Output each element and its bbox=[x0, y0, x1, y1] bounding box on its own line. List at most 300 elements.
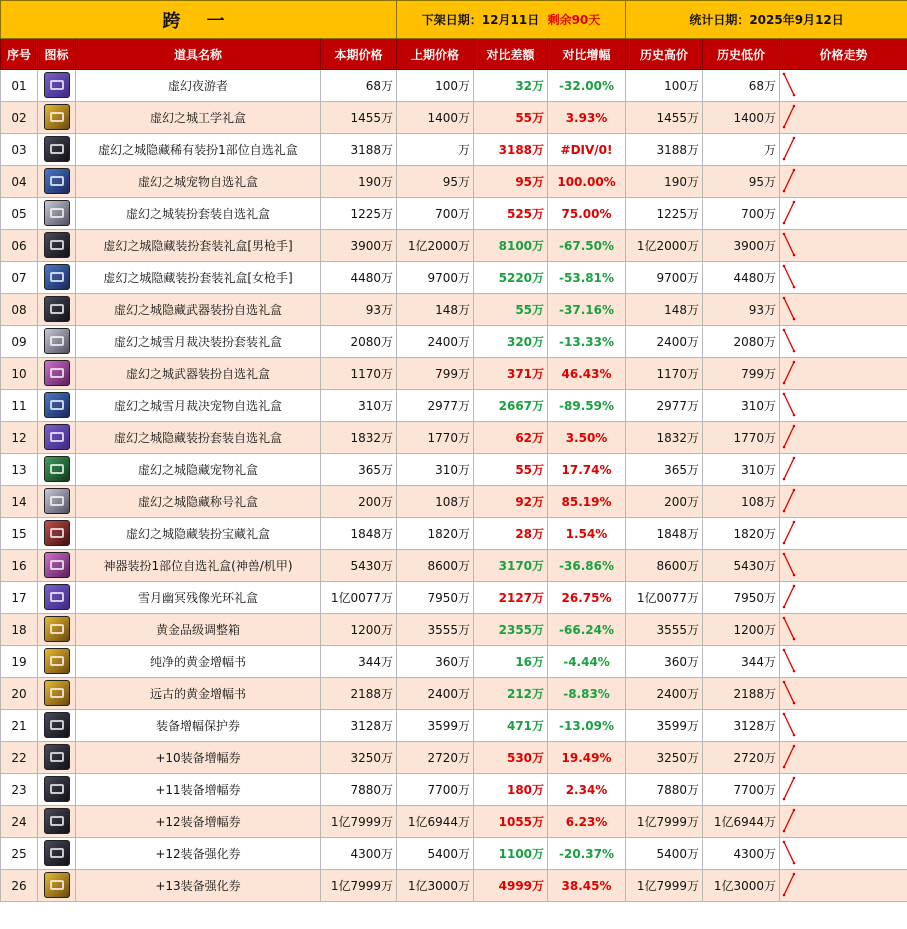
trend-point bbox=[793, 809, 796, 812]
trend-up-line bbox=[784, 202, 794, 223]
row-icon-cell bbox=[38, 550, 76, 582]
delist-label: 下架日期： bbox=[421, 13, 482, 27]
row-current-price: 3128万 bbox=[321, 710, 397, 742]
row-history-low: 93万 bbox=[703, 294, 780, 326]
trend-point bbox=[793, 318, 796, 321]
row-icon-cell bbox=[38, 70, 76, 102]
table-row bbox=[1, 646, 907, 678]
row-history-high: 3555万 bbox=[626, 614, 703, 646]
row-history-high: 1455万 bbox=[626, 102, 703, 134]
row-diff: 16万 bbox=[474, 646, 548, 678]
row-seq: 07 bbox=[1, 262, 38, 294]
row-trend-cell bbox=[780, 326, 907, 358]
row-name: 虚幻之城雪月裁决宠物自选礼盒 bbox=[76, 390, 321, 422]
trend-point bbox=[783, 297, 786, 300]
table-row bbox=[1, 774, 907, 806]
row-history-high: 5400万 bbox=[626, 838, 703, 870]
trend-point bbox=[793, 585, 796, 588]
row-seq: 14 bbox=[1, 486, 38, 518]
table-row bbox=[1, 454, 907, 486]
trend-up-line bbox=[784, 106, 794, 127]
row-name: +12装备增幅券 bbox=[76, 806, 321, 838]
row-previous-price: 310万 bbox=[397, 454, 474, 486]
gold-box-icon bbox=[44, 616, 70, 642]
trend-down-line bbox=[784, 298, 794, 319]
table-row bbox=[1, 390, 907, 422]
row-name: +13装备强化券 bbox=[76, 870, 321, 902]
row-pct: 75.00% bbox=[548, 198, 626, 230]
row-history-high: 2977万 bbox=[626, 390, 703, 422]
row-previous-price: 9700万 bbox=[397, 262, 474, 294]
row-previous-price: 2400万 bbox=[397, 678, 474, 710]
row-current-price: 68万 bbox=[321, 70, 397, 102]
row-trend-cell bbox=[780, 774, 907, 806]
row-history-low: 700万 bbox=[703, 198, 780, 230]
row-history-low: 3900万 bbox=[703, 230, 780, 262]
row-trend-cell bbox=[780, 390, 907, 422]
row-previous-price: 3599万 bbox=[397, 710, 474, 742]
row-previous-price: 1亿6944万 bbox=[397, 806, 474, 838]
table-row bbox=[1, 614, 907, 646]
row-history-low: 1200万 bbox=[703, 614, 780, 646]
row-name: 虚幻之城宠物自选礼盒 bbox=[76, 166, 321, 198]
trend-sparkline bbox=[780, 70, 900, 98]
row-name: 虚幻之城武器装扮自选礼盒 bbox=[76, 358, 321, 390]
row-pct: -53.81% bbox=[548, 262, 626, 294]
row-history-low: 4300万 bbox=[703, 838, 780, 870]
row-name: 虚幻之城隐藏宠物礼盒 bbox=[76, 454, 321, 486]
row-history-low: 799万 bbox=[703, 358, 780, 390]
title-row bbox=[1, 1, 907, 39]
table-row bbox=[1, 102, 907, 134]
trend-point bbox=[783, 649, 786, 652]
row-history-high: 3250万 bbox=[626, 742, 703, 774]
trend-point bbox=[783, 158, 786, 161]
row-trend-cell bbox=[780, 838, 907, 870]
row-previous-price: 95万 bbox=[397, 166, 474, 198]
table-row bbox=[1, 358, 907, 390]
trend-up-line bbox=[784, 138, 794, 159]
row-history-high: 3188万 bbox=[626, 134, 703, 166]
row-current-price: 3188万 bbox=[321, 134, 397, 166]
row-diff: 530万 bbox=[474, 742, 548, 774]
silver-box-icon bbox=[44, 200, 70, 226]
row-current-price: 93万 bbox=[321, 294, 397, 326]
row-current-price: 3900万 bbox=[321, 230, 397, 262]
dark-box-icon bbox=[44, 840, 70, 866]
row-trend-cell bbox=[780, 134, 907, 166]
trend-down-line bbox=[784, 234, 794, 255]
trend-point bbox=[793, 873, 796, 876]
trend-point bbox=[793, 286, 796, 289]
row-seq: 09 bbox=[1, 326, 38, 358]
row-seq: 05 bbox=[1, 198, 38, 230]
table-row bbox=[1, 518, 907, 550]
table-row bbox=[1, 294, 907, 326]
trend-point bbox=[783, 606, 786, 609]
row-icon-cell bbox=[38, 198, 76, 230]
row-current-price: 5430万 bbox=[321, 550, 397, 582]
row-history-low: 2080万 bbox=[703, 326, 780, 358]
row-seq: 16 bbox=[1, 550, 38, 582]
trend-down-line bbox=[784, 394, 794, 415]
table-row bbox=[1, 198, 907, 230]
row-history-low: 5430万 bbox=[703, 550, 780, 582]
row-icon-cell bbox=[38, 774, 76, 806]
row-diff: 62万 bbox=[474, 422, 548, 454]
trend-sparkline bbox=[780, 646, 900, 674]
row-icon-cell bbox=[38, 294, 76, 326]
row-history-high: 8600万 bbox=[626, 550, 703, 582]
row-current-price: 1170万 bbox=[321, 358, 397, 390]
row-current-price: 310万 bbox=[321, 390, 397, 422]
row-diff: 55万 bbox=[474, 454, 548, 486]
trend-down-line bbox=[784, 842, 794, 863]
row-icon-cell bbox=[38, 742, 76, 774]
row-history-low: 1亿6944万 bbox=[703, 806, 780, 838]
trend-sparkline bbox=[780, 294, 900, 322]
col-current-price: 本期价格 bbox=[321, 39, 397, 70]
row-history-high: 1848万 bbox=[626, 518, 703, 550]
row-previous-price: 1亿2000万 bbox=[397, 230, 474, 262]
row-previous-price: 万 bbox=[397, 134, 474, 166]
trend-point bbox=[783, 329, 786, 332]
trend-point bbox=[793, 254, 796, 257]
trend-point bbox=[793, 777, 796, 780]
trend-point bbox=[783, 542, 786, 545]
trend-point bbox=[783, 510, 786, 513]
row-history-low: 108万 bbox=[703, 486, 780, 518]
trend-sparkline bbox=[780, 102, 900, 130]
pink-box-icon bbox=[44, 360, 70, 386]
col-trend: 价格走势 bbox=[780, 39, 907, 70]
row-seq: 24 bbox=[1, 806, 38, 838]
trend-point bbox=[793, 745, 796, 748]
trend-point bbox=[793, 457, 796, 460]
row-pct: -32.00% bbox=[548, 70, 626, 102]
row-pct: -89.59% bbox=[548, 390, 626, 422]
row-previous-price: 108万 bbox=[397, 486, 474, 518]
trend-down-line bbox=[784, 682, 794, 703]
trend-point bbox=[783, 190, 786, 193]
row-current-price: 200万 bbox=[321, 486, 397, 518]
col-name: 道具名称 bbox=[76, 39, 321, 70]
sheet-title: 跨 一 bbox=[1, 1, 397, 39]
pink-box-icon bbox=[44, 552, 70, 578]
trend-point bbox=[783, 830, 786, 833]
row-trend-cell bbox=[780, 710, 907, 742]
row-trend-cell bbox=[780, 806, 907, 838]
table-row bbox=[1, 550, 907, 582]
row-seq: 25 bbox=[1, 838, 38, 870]
trend-sparkline bbox=[780, 710, 900, 738]
row-name: 装备增幅保护券 bbox=[76, 710, 321, 742]
row-previous-price: 360万 bbox=[397, 646, 474, 678]
row-seq: 01 bbox=[1, 70, 38, 102]
table-row bbox=[1, 262, 907, 294]
row-current-price: 1200万 bbox=[321, 614, 397, 646]
trend-down-line bbox=[784, 554, 794, 575]
row-name: 虚幻之城隐藏武器装扮自选礼盒 bbox=[76, 294, 321, 326]
trend-point bbox=[783, 553, 786, 556]
trend-point bbox=[793, 105, 796, 108]
row-trend-cell bbox=[780, 166, 907, 198]
trend-point bbox=[793, 702, 796, 705]
trend-point bbox=[783, 713, 786, 716]
trend-sparkline bbox=[780, 486, 900, 514]
row-seq: 12 bbox=[1, 422, 38, 454]
row-seq: 17 bbox=[1, 582, 38, 614]
row-seq: 20 bbox=[1, 678, 38, 710]
trend-point bbox=[783, 393, 786, 396]
trend-point bbox=[783, 681, 786, 684]
row-previous-price: 700万 bbox=[397, 198, 474, 230]
trend-point bbox=[783, 617, 786, 620]
row-name: 虚幻之城隐藏稀有装扮1部位自选礼盒 bbox=[76, 134, 321, 166]
row-previous-price: 148万 bbox=[397, 294, 474, 326]
trend-up-line bbox=[784, 490, 794, 511]
row-history-high: 9700万 bbox=[626, 262, 703, 294]
row-trend-cell bbox=[780, 646, 907, 678]
row-current-price: 1亿0077万 bbox=[321, 582, 397, 614]
row-current-price: 2080万 bbox=[321, 326, 397, 358]
row-current-price: 4300万 bbox=[321, 838, 397, 870]
row-icon-cell bbox=[38, 134, 76, 166]
row-diff: 471万 bbox=[474, 710, 548, 742]
row-history-high: 1亿2000万 bbox=[626, 230, 703, 262]
trend-up-line bbox=[784, 522, 794, 543]
row-diff: 2127万 bbox=[474, 582, 548, 614]
col-pct: 对比增幅 bbox=[548, 39, 626, 70]
trend-down-line bbox=[784, 266, 794, 287]
row-current-price: 1亿7999万 bbox=[321, 870, 397, 902]
row-name: +12装备强化券 bbox=[76, 838, 321, 870]
row-icon-cell bbox=[38, 678, 76, 710]
row-name: +10装备增幅券 bbox=[76, 742, 321, 774]
row-pct: -36.86% bbox=[548, 550, 626, 582]
row-diff: 2667万 bbox=[474, 390, 548, 422]
row-pct: -20.37% bbox=[548, 838, 626, 870]
row-trend-cell bbox=[780, 294, 907, 326]
row-icon-cell bbox=[38, 838, 76, 870]
row-previous-price: 1400万 bbox=[397, 102, 474, 134]
silver-box-icon bbox=[44, 488, 70, 514]
row-seq: 23 bbox=[1, 774, 38, 806]
row-name: 雪月幽冥残像光环礼盒 bbox=[76, 582, 321, 614]
row-icon-cell bbox=[38, 326, 76, 358]
row-previous-price: 3555万 bbox=[397, 614, 474, 646]
row-trend-cell bbox=[780, 742, 907, 774]
trend-point bbox=[793, 169, 796, 172]
col-previous-price: 上期价格 bbox=[397, 39, 474, 70]
row-pct: -67.50% bbox=[548, 230, 626, 262]
row-previous-price: 1820万 bbox=[397, 518, 474, 550]
row-history-high: 3599万 bbox=[626, 710, 703, 742]
trend-sparkline bbox=[780, 550, 900, 578]
row-icon-cell bbox=[38, 486, 76, 518]
row-name: +11装备增幅券 bbox=[76, 774, 321, 806]
dark-box-icon bbox=[44, 296, 70, 322]
row-history-high: 1225万 bbox=[626, 198, 703, 230]
row-pct: 46.43% bbox=[548, 358, 626, 390]
row-pct: -66.24% bbox=[548, 614, 626, 646]
row-seq: 02 bbox=[1, 102, 38, 134]
row-trend-cell bbox=[780, 230, 907, 262]
gold-box-icon bbox=[44, 872, 70, 898]
trend-up-line bbox=[784, 362, 794, 383]
table-row bbox=[1, 870, 907, 902]
row-history-low: 7950万 bbox=[703, 582, 780, 614]
row-pct: 38.45% bbox=[548, 870, 626, 902]
table-row bbox=[1, 582, 907, 614]
blue-box-icon bbox=[44, 168, 70, 194]
row-diff: 4999万 bbox=[474, 870, 548, 902]
trend-point bbox=[793, 201, 796, 204]
row-trend-cell bbox=[780, 614, 907, 646]
row-current-price: 3250万 bbox=[321, 742, 397, 774]
row-icon-cell bbox=[38, 422, 76, 454]
table-row bbox=[1, 710, 907, 742]
row-trend-cell bbox=[780, 262, 907, 294]
row-history-low: 344万 bbox=[703, 646, 780, 678]
row-pct: 19.49% bbox=[548, 742, 626, 774]
gold-box-icon bbox=[44, 648, 70, 674]
row-icon-cell bbox=[38, 454, 76, 486]
row-pct: 2.34% bbox=[548, 774, 626, 806]
row-history-high: 100万 bbox=[626, 70, 703, 102]
row-icon-cell bbox=[38, 358, 76, 390]
row-trend-cell bbox=[780, 454, 907, 486]
row-history-low: 68万 bbox=[703, 70, 780, 102]
row-name: 虚幻夜游者 bbox=[76, 70, 321, 102]
row-diff: 525万 bbox=[474, 198, 548, 230]
dark-box-icon bbox=[44, 744, 70, 770]
trend-point bbox=[793, 638, 796, 641]
row-previous-price: 5400万 bbox=[397, 838, 474, 870]
row-history-high: 148万 bbox=[626, 294, 703, 326]
row-name: 虚幻之城雪月裁决装扮套装礼盒 bbox=[76, 326, 321, 358]
row-pct: -13.33% bbox=[548, 326, 626, 358]
row-seq: 15 bbox=[1, 518, 38, 550]
blue-box-icon bbox=[44, 264, 70, 290]
row-previous-price: 2400万 bbox=[397, 326, 474, 358]
table-row bbox=[1, 678, 907, 710]
row-icon-cell bbox=[38, 614, 76, 646]
row-history-low: 7700万 bbox=[703, 774, 780, 806]
row-previous-price: 2977万 bbox=[397, 390, 474, 422]
trend-point bbox=[783, 841, 786, 844]
row-history-low: 1770万 bbox=[703, 422, 780, 454]
trend-up-line bbox=[784, 746, 794, 767]
row-history-high: 7880万 bbox=[626, 774, 703, 806]
row-history-low: 95万 bbox=[703, 166, 780, 198]
row-icon-cell bbox=[38, 262, 76, 294]
col-seq: 序号 bbox=[1, 39, 38, 70]
row-trend-cell bbox=[780, 358, 907, 390]
delist-info bbox=[397, 1, 626, 39]
trend-sparkline bbox=[780, 422, 900, 450]
trend-sparkline bbox=[780, 198, 900, 226]
row-previous-price: 1亿3000万 bbox=[397, 870, 474, 902]
row-icon-cell bbox=[38, 230, 76, 262]
row-previous-price: 1770万 bbox=[397, 422, 474, 454]
row-trend-cell bbox=[780, 422, 907, 454]
row-current-price: 1832万 bbox=[321, 422, 397, 454]
stat-date: 2025年9月12日 bbox=[749, 13, 844, 27]
row-history-high: 1170万 bbox=[626, 358, 703, 390]
row-name: 黄金品级调整箱 bbox=[76, 614, 321, 646]
row-diff: 3188万 bbox=[474, 134, 548, 166]
row-history-low: 4480万 bbox=[703, 262, 780, 294]
trend-sparkline bbox=[780, 582, 900, 610]
table-row bbox=[1, 166, 907, 198]
dark-box-icon bbox=[44, 808, 70, 834]
row-seq: 26 bbox=[1, 870, 38, 902]
row-pct: 3.50% bbox=[548, 422, 626, 454]
row-trend-cell bbox=[780, 870, 907, 902]
row-name: 虚幻之城隐藏装扮套装自选礼盒 bbox=[76, 422, 321, 454]
purple-box-icon bbox=[44, 584, 70, 610]
row-diff: 92万 bbox=[474, 486, 548, 518]
row-trend-cell bbox=[780, 678, 907, 710]
trend-down-line bbox=[784, 714, 794, 735]
trend-point bbox=[783, 798, 786, 801]
trend-point bbox=[783, 233, 786, 236]
trend-sparkline bbox=[780, 614, 900, 642]
trend-point bbox=[793, 521, 796, 524]
row-icon-cell bbox=[38, 166, 76, 198]
column-header-row bbox=[1, 39, 907, 70]
table-row bbox=[1, 422, 907, 454]
row-icon-cell bbox=[38, 806, 76, 838]
row-name: 神器装扮1部位自选礼盒(神兽/机甲) bbox=[76, 550, 321, 582]
trend-point bbox=[793, 94, 796, 97]
trend-sparkline bbox=[780, 230, 900, 258]
row-previous-price: 7700万 bbox=[397, 774, 474, 806]
row-trend-cell bbox=[780, 550, 907, 582]
row-current-price: 7880万 bbox=[321, 774, 397, 806]
table-row bbox=[1, 742, 907, 774]
row-diff: 212万 bbox=[474, 678, 548, 710]
delist-date: 12月11日 bbox=[481, 13, 540, 27]
trend-sparkline bbox=[780, 358, 900, 386]
blue-box-icon bbox=[44, 392, 70, 418]
row-trend-cell bbox=[780, 486, 907, 518]
trend-down-line bbox=[784, 330, 794, 351]
row-name: 虚幻之城隐藏装扮宝藏礼盒 bbox=[76, 518, 321, 550]
row-seq: 08 bbox=[1, 294, 38, 326]
row-diff: 55万 bbox=[474, 294, 548, 326]
silver-box-icon bbox=[44, 328, 70, 354]
remain-days: 剩余90天 bbox=[547, 13, 601, 27]
row-history-low: 1亿3000万 bbox=[703, 870, 780, 902]
row-previous-price: 2720万 bbox=[397, 742, 474, 774]
trend-down-line bbox=[784, 650, 794, 671]
row-history-high: 200万 bbox=[626, 486, 703, 518]
row-pct: 3.93% bbox=[548, 102, 626, 134]
row-history-high: 1亿7999万 bbox=[626, 870, 703, 902]
stat-label: 统计日期： bbox=[689, 13, 750, 27]
table-row bbox=[1, 806, 907, 838]
row-name: 纯净的黄金增幅书 bbox=[76, 646, 321, 678]
stat-info bbox=[626, 1, 907, 39]
row-name: 虚幻之城隐藏装扮套装礼盒[女枪手] bbox=[76, 262, 321, 294]
trend-up-line bbox=[784, 778, 794, 799]
trend-down-line bbox=[784, 74, 794, 95]
trend-sparkline bbox=[780, 390, 900, 418]
dark-box-icon bbox=[44, 712, 70, 738]
row-diff: 371万 bbox=[474, 358, 548, 390]
